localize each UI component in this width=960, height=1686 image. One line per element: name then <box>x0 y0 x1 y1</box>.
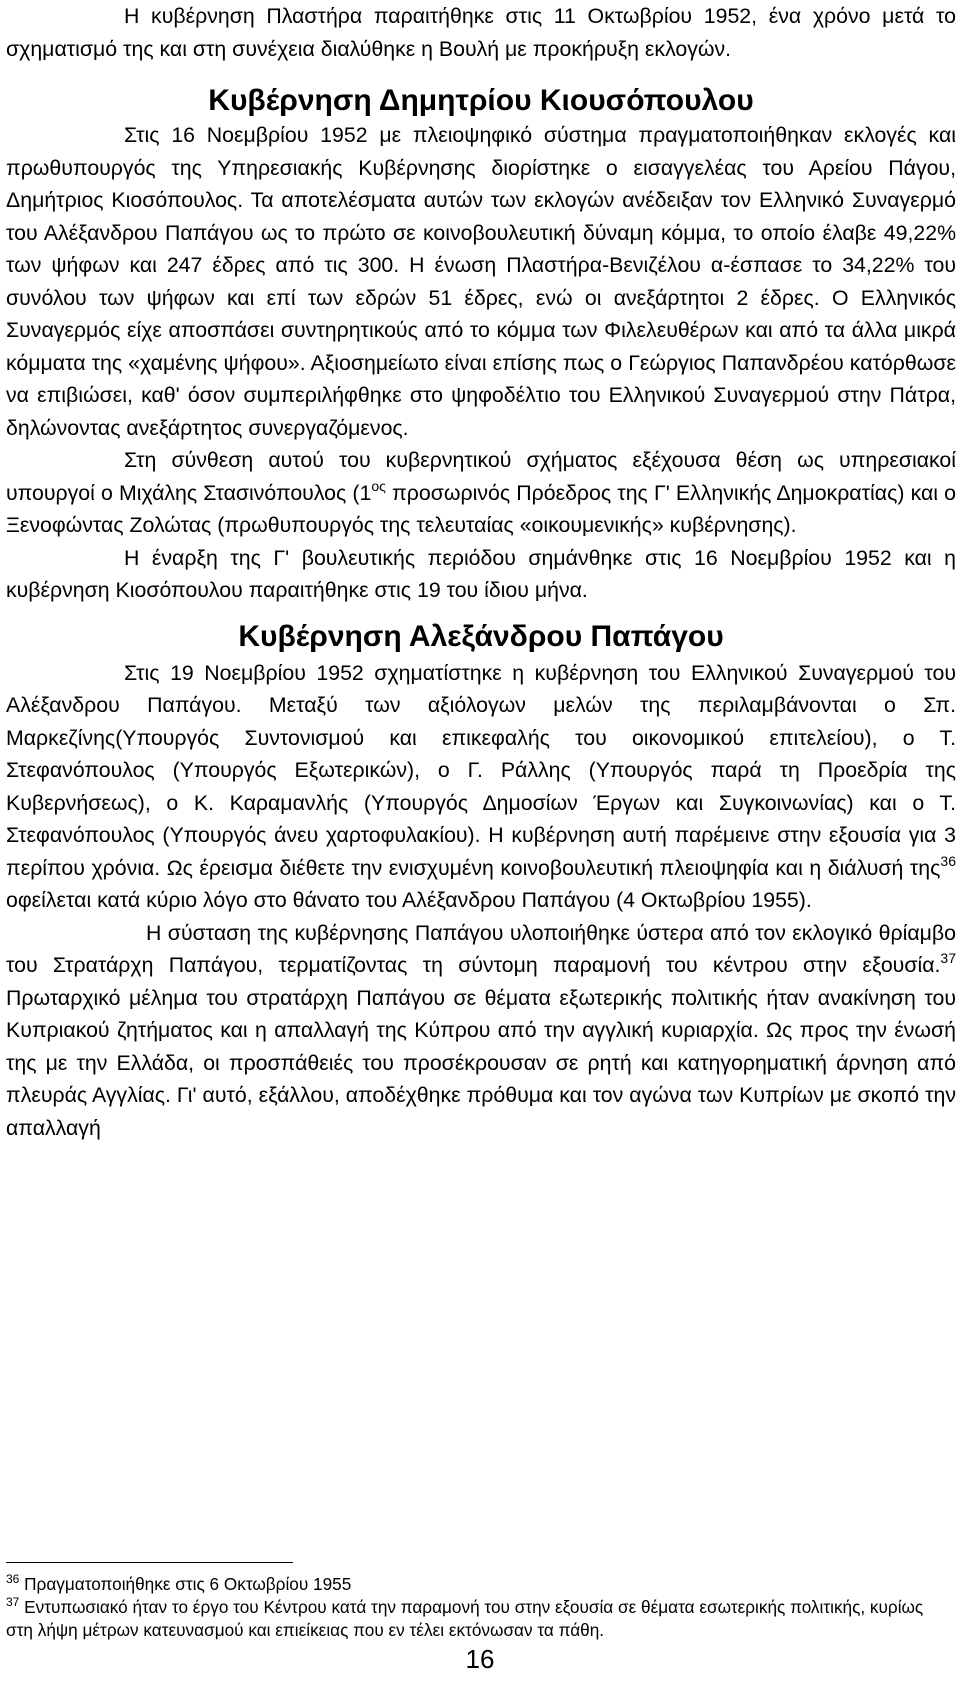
footnote-separator <box>6 1562 293 1563</box>
footnote-number: 37 <box>6 1595 20 1609</box>
paragraph-papagos-cabinet-text-b: οφείλεται κατά κύριο λόγο στο θάνατο του Αλέξανδρου Παπάγου (4 Οκτωβρίου 1955). <box>6 888 812 912</box>
paragraph-cabinet-composition <box>6 444 956 542</box>
paragraph-parliament-start: Η έναρξη της Γ' βουλευτικής περιόδου σημάνθηκε στις 16 Νοεμβρίου 1952 και η κυβέρνηση Κιοσόπουλου παραιτήθηκε στις 19 του ίδιου μήνα. <box>6 545 956 602</box>
page-number: 16 <box>465 1644 495 1674</box>
ordinal-superscript: ος <box>371 477 386 494</box>
heading-kiosopoulos-government: Κυβέρνηση Δημητρίου Κιουσόπουλου <box>208 84 754 117</box>
paragraph-cabinet-composition-text-a: Στη σύνθεση αυτού του κυβερνητικού σχήματος εξέχουσα θέση ως υπηρεσιακοί υπουργοί ο Μιχάλης Στασινόπουλος (1 <box>6 448 956 505</box>
heading-papagos-government: Κυβέρνηση Αλεξάνδρου Παπάγου <box>238 619 724 653</box>
paragraph-papagos-foreign-policy-text-a: Η σύσταση της κυβέρνησης Παπάγου υλοποιήθηκε ύστερα από τον εκλογικό θρίαμβο του Στρατάρχη Παπάγου, τερματίζοντας τη σύντομη παραμονή του κέντρου στην εξουσία. <box>6 920 956 977</box>
paragraph-plastiras-resignation: Η κυβέρνηση Πλαστήρα παραιτήθηκε στις 11 Οκτωβρίου 1952, ένα χρόνο μετά το σχηματισμό της και στη συνέχεια διαλύθηκε η Βουλή με προκήρυξη εκλογών. <box>6 4 956 61</box>
paragraph-papagos-cabinet-text-a: Στις 19 Νοεμβρίου 1952 σχηματίστηκε η κυβέρνηση του Ελληνικού Συναγερμού του Αλέξανδρου Παπάγου. Μεταξύ των αξιόλογων μελών της περιλαμβάνονται ο Σπ. Μαρκεζίνης(Υπουργός Συντονισμού και επικεφαλής του οικονομικού επιτελείου), ο Τ. Στεφανόπουλος (Υπουργός Εξωτερικών), ο Γ. Ράλλης (Υπουργός παρά τη Προεδρία της Κυβερνήσεως), ο Κ. Καραμανλής (Υπουργός Δημοσίων Έργων και Συγκοινωνίας) και ο Τ. Στεφανόπουλος (Υπουργός άνευ χαρτοφυλακίου). Η κυβέρνηση αυτή παρέμεινε στην εξουσία για 3 περίπου χρόνια. Ως έρεισμα διέθετε την ενισχυμένη κοινοβουλευτική πλειοψηφία και η διάλυσή της <box>6 660 956 880</box>
paragraph-cabinet-composition-text-b: προσωρινός Πρόεδρος της Γ' Ελληνικής Δημοκρατίας) και ο Ξενοφώντας Ζολώτας (πρωθυπουργός της τελευταίας «οικουμενικής» κυβέρνησης). <box>6 480 957 537</box>
paragraph-papagos-foreign-policy <box>6 917 956 1145</box>
paragraph-papagos-foreign-policy-text-b: Πρωταρχικό μέλημα του στρατάρχη Παπάγου σε θέματα εξωτερικής πολιτικής ήταν ανακίνηση του Κυπριακού ζητήματος και η απαλλαγή της Κύπρου από την αγγλική κυριαρχία. Ως προς την ένωσή της με την Ελλάδα, οι προσπάθειές του προσέκρουσαν σε ρητή και κατηγορηματική άρνηση από πλευράς Αγγλίας. Γι' αυτό, εξάλλου, αποδέχθηκε πρόθυμα και τον αγώνα των Κυπρίων με σκοπό την απαλλαγή <box>6 985 956 1140</box>
paragraph-1952-elections: Στις 16 Νοεμβρίου 1952 με πλειοψηφικό σύστημα πραγματοποιήθηκαν εκλογές και πρωθυπουργός της Υπηρεσιακής Κυβέρνησης διορίστηκε ο εισαγγελέας του Αρείου Πάγου, Δημήτριος Κιοσόπουλος. Τα αποτελέσματα αυτών των εκλογών ανέδειξαν τον Ελληνικό Συναγερμό του Αλέξανδρου Παπάγου ως το πρώτο σε κοινοβουλευτική δύναμη κόμμα, το οποίο έλαβε 49,22% των ψήφων και 247 έδρες από τις 300. Η ένωση Πλαστήρα-Βενιζέλου α-έσπασε το 34,22% του συνόλου των ψήφων και επί των εδρών 51 έδρες, ενώ οι ανεξάρτητοι 2 έδρες. Ο Ελληνικός Συναγερμός είχε αποσπάσει συντηρητικούς από το κόμμα των Φιλελευθέρων και από τα άλλα μικρά κόμματα της «χαμένης ψήφου». Αξιοσημείωτο είναι επίσης πως ο Γεώργιος Παπανδρέου κατόρθωσε να επιβιώσει, καθ' όσον συμπεριλήφθηκε στο ψηφοδέλτιο του Ελληνικού Συναγερμού στην Πάτρα, δηλώνοντας ανεξάρτητος συνεργαζόμενος. <box>6 123 956 440</box>
document-body <box>6 0 956 1144</box>
footnote-reference-36: 36 <box>940 852 956 869</box>
footnotes-section <box>6 1562 946 1642</box>
footnote-37 <box>6 1596 946 1642</box>
footnote-36 <box>6 1573 946 1596</box>
paragraph-papagos-cabinet <box>6 657 956 917</box>
footnote-text: Πραγματοποιήθηκε στις 6 Οκτωβρίου 1955 <box>24 1574 352 1594</box>
footnote-text: Εντυπωσιακό ήταν το έργο του Κέντρου κατά την παραμονή του στην εξουσία σε θέματα εσωτερικής πολιτικής, κυρίως στη λήψη μέτρων κατευνασμού και επιείκειας που εν τέλει εκτόνωσαν τα πάθη. <box>6 1597 924 1640</box>
footnote-number: 36 <box>6 1572 20 1586</box>
footnote-reference-37: 37 <box>940 950 956 966</box>
